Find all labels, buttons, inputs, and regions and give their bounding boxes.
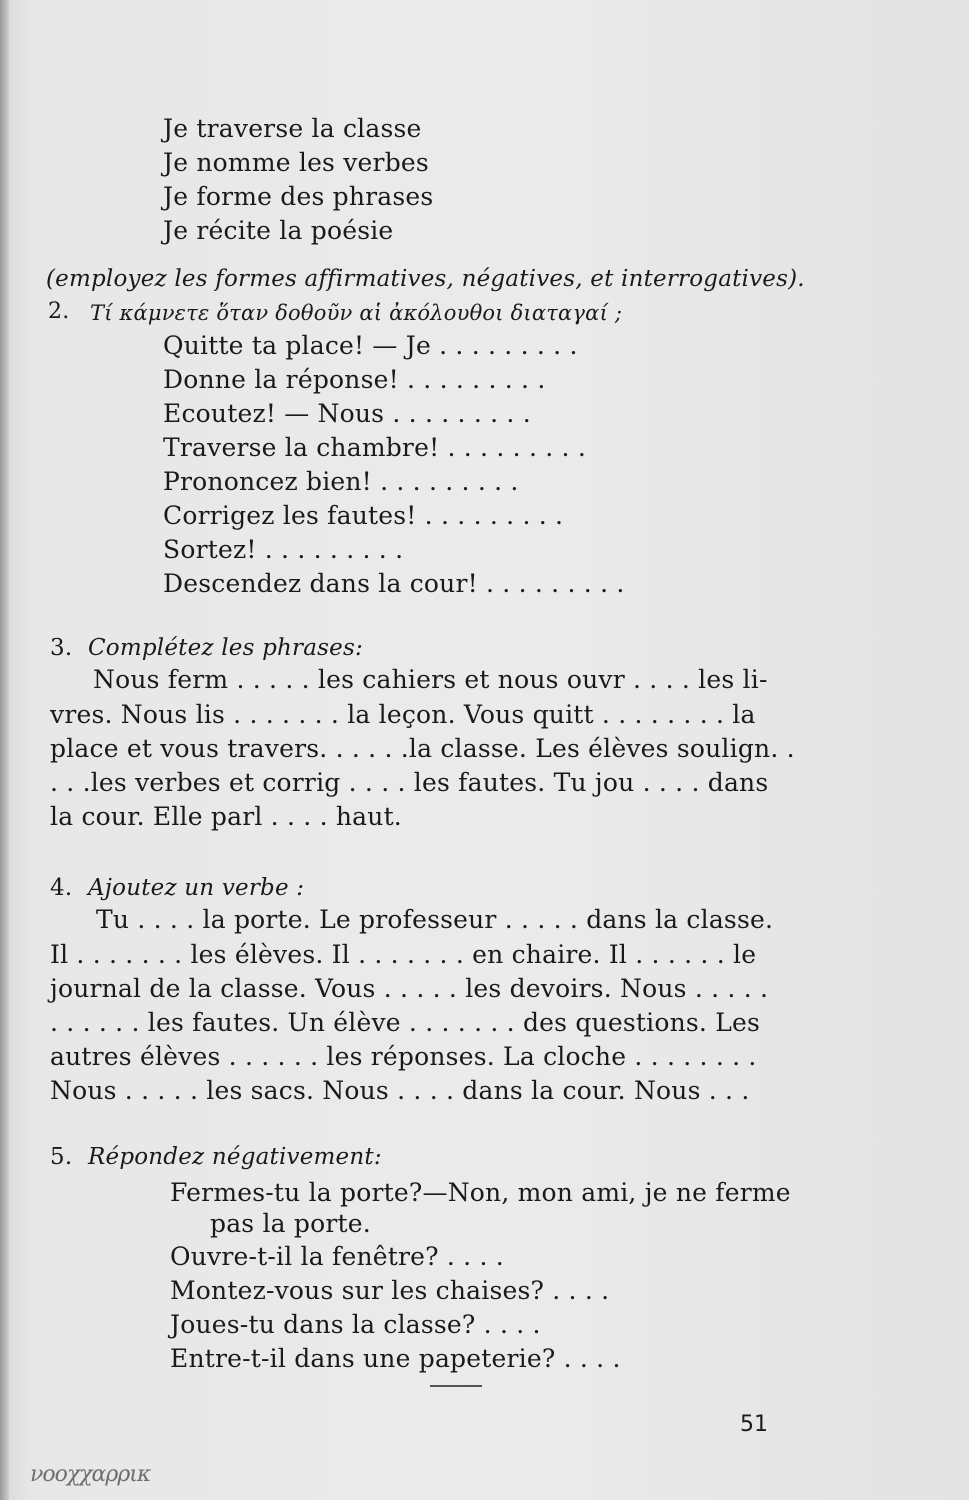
ex5-item-2: Ouvre-t-il la fenêtre? . . . . <box>170 1242 504 1271</box>
ex4-line-6: Nous . . . . . les sacs. Nous . . . . dans la cour. Nous . . . <box>50 1076 750 1105</box>
ex3-number: 3. <box>50 635 73 661</box>
ex2-item-5: Prononcez bien! . . . . . . . . . <box>163 467 519 496</box>
ex4-line-4: . . . . . . les fautes. Un élève . . . . . . . des questions. Les <box>50 1008 761 1037</box>
page-number: 51 <box>740 1412 768 1437</box>
ex4-heading: Ajoutez un verbe : <box>88 875 305 901</box>
ex2-item-3: Ecoutez! — Nous . . . . . . . . . <box>163 399 531 428</box>
ex4-line-1: Tu . . . . la porte. Le professeur . . . . . dans la classe. <box>96 905 774 934</box>
ex5-heading: Répondez négativement: <box>88 1144 382 1170</box>
ex5-item-1: Fermes-tu la porte?—Non, mon ami, je ne ferme <box>170 1178 791 1207</box>
ex2-number: 2. <box>48 299 70 324</box>
ex4-number: 4. <box>50 875 73 901</box>
ex2-item-8: Descendez dans la cour! . . . . . . . . . <box>163 569 625 598</box>
ex5-item-5: Entre-t-il dans une papeterie? . . . . <box>170 1344 621 1373</box>
block1-line-1: Je traverse la classe <box>163 114 422 143</box>
ex3-line-4: . . .les verbes et corrig . . . . les fautes. Tu jou . . . . dans <box>50 768 769 797</box>
handwritten-note: νοοχχαρρικ <box>30 1462 151 1487</box>
ex3-heading: Complétez les phrases: <box>88 635 363 661</box>
ex2-item-1: Quitte ta place! — Je . . . . . . . . . <box>163 331 578 360</box>
ex3-line-1: Nous ferm . . . . . les cahiers et nous ouvr . . . . les li- <box>93 665 768 694</box>
ex5-item-3: Montez-vous sur les chaises? . . . . <box>170 1276 610 1305</box>
ex2-item-2: Donne la réponse! . . . . . . . . . <box>163 365 546 394</box>
ex2-item-6: Corrigez les fautes! . . . . . . . . . <box>163 501 564 530</box>
ex3-line-2: vres. Nous lis . . . . . . . la leçon. Vous quitt . . . . . . . . la <box>50 700 756 729</box>
block1-line-4: Je récite la poésie <box>163 216 394 245</box>
ex3-line-3: place et vous travers. . . . . .la classe. Les élèves soulign. . <box>50 734 795 763</box>
ex4-line-2: Il . . . . . . . les élèves. Il . . . . . . . en chaire. Il . . . . . . le <box>50 940 757 969</box>
ex5-number: 5. <box>50 1144 73 1170</box>
ex5-item-1-cont: pas la porte. <box>210 1209 371 1238</box>
ex2-item-4: Traverse la chambre! . . . . . . . . . <box>163 433 586 462</box>
ex2-heading: Τί κάμνετε ὅταν δοθοῦν αἱ ἀκόλουθοι διαταγαί ; <box>90 301 623 325</box>
block1-instruction: (employez les formes affirmatives, négatives, et interrogatives). <box>46 266 805 292</box>
ex3-line-5: la cour. Elle parl . . . . haut. <box>50 802 402 831</box>
block1-line-2: Je nomme les verbes <box>163 148 429 177</box>
ex4-line-5: autres élèves . . . . . . les réponses. La cloche . . . . . . . . <box>50 1042 757 1071</box>
ex4-line-3: journal de la classe. Vous . . . . . les devoirs. Nous . . . . . <box>50 974 769 1003</box>
separator-dash <box>430 1385 482 1387</box>
block1-line-3: Je forme des phrases <box>163 182 434 211</box>
ex2-item-7: Sortez! . . . . . . . . . <box>163 535 404 564</box>
ex5-item-4: Joues-tu dans la classe? . . . . <box>170 1310 541 1339</box>
